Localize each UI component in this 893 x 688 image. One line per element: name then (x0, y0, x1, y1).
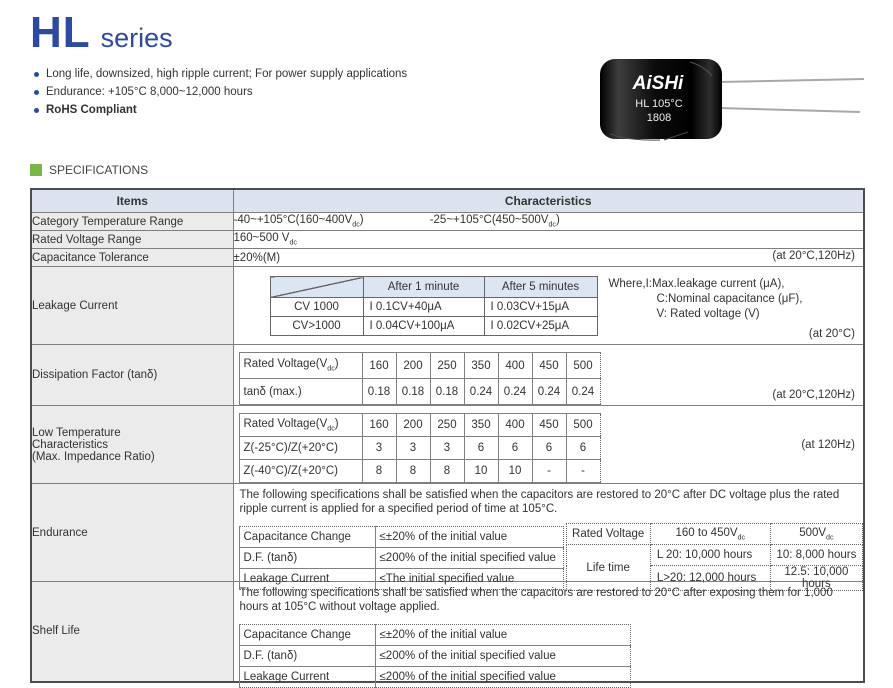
z25-row: Z(-25°C)/Z(+20°C) 3 3 3 6 6 6 6 (239, 437, 600, 460)
row-rated-voltage (31, 231, 864, 249)
low-temp-grid (239, 413, 601, 483)
label-leakage-current: Leakage Current (31, 267, 233, 345)
shelf-sub-table (239, 624, 631, 688)
category-temp-range-2: $-25\sim+105^\circ C(450\sim 500V_{dc})$ (429, 214, 560, 229)
shelf-intro: The following specifications shall be satisfied when the capacitors are restored to 20°C after exposing them for 1,000 hours at 105°C without voltage applied. (239, 587, 833, 613)
feature-bullet-list (34, 68, 407, 122)
row-dissipation (31, 345, 864, 406)
label-category-temp: Category Temperature Range (31, 213, 233, 231)
value-category-temp (233, 213, 864, 231)
section-title: SPECIFICATIONS (49, 163, 149, 177)
bullet-item (34, 86, 407, 98)
green-square-icon (30, 164, 42, 176)
bullet-item (34, 68, 407, 80)
condition-note: (at 120Hz) (801, 438, 855, 451)
dissipation-grid (239, 352, 601, 405)
condition-note: (at 20°C) (808, 328, 855, 340)
label-cap-tolerance: Capacitance Tolerance (31, 249, 233, 267)
life-row: L>20: 12,000 hours 12.5: 10,000 hours (566, 566, 863, 591)
condition-note: (at 20°C,120Hz) (772, 389, 855, 401)
value-shelf-life (233, 582, 864, 682)
row-category-temp (31, 213, 864, 231)
col-after-1min: After 1 minute (363, 277, 484, 298)
bullet-text: Endurance: +105°C 8,000~12,000 hours (46, 86, 253, 98)
value-cap-tolerance: ±20%(M) (at 20°C,120Hz) (233, 249, 864, 267)
row-shelf-life (31, 582, 864, 682)
row-endurance (31, 484, 864, 582)
brand-text: AiSHi (632, 73, 684, 94)
value-leakage-current (233, 267, 864, 345)
bullet-text: Long life, downsized, high ripple current; For power supply applications (46, 68, 408, 80)
bullet-dot-icon (34, 72, 39, 77)
cap-datecode-text: 1808 (646, 112, 672, 124)
table-header-row (31, 189, 864, 213)
value-low-temp (233, 406, 864, 484)
leakage-inner-table (270, 276, 598, 336)
endurance-sub-table (239, 526, 564, 590)
life-header-row: Rated Voltage 160 to $450V_{dc}$ $500V_{dc}$ (566, 524, 863, 545)
col-after-5min: After 5 minutes (484, 277, 597, 298)
leakage-row: CV 1000 I 0.1CV+40μA I 0.03CV+15μA (270, 298, 597, 317)
sub-row: Capacitance Change ≤±20% of the initial value (239, 625, 630, 646)
value-rated-voltage: 160~500 $V_{dc}$ (233, 231, 864, 249)
capacitor-lead (718, 79, 864, 82)
z40-row: Z(-40°C)/Z(+20°C) 8 8 8 10 10 - - (239, 460, 600, 483)
label-shelf-life: Shelf Life (31, 582, 233, 682)
sub-row: D.F. (tanδ) ≤200% of the initial specified value (239, 548, 563, 569)
spec-table (30, 188, 865, 683)
value-dissipation (233, 345, 864, 406)
bullet-item (34, 104, 407, 116)
capacitor-image (592, 46, 877, 151)
label-dissipation: Dissipation Factor (tanδ) (31, 345, 233, 406)
bullet-dot-icon (34, 108, 39, 113)
series-name: HL (30, 8, 91, 57)
sub-row: Leakage Current ≤200% of the initial specified value (239, 667, 630, 688)
label-endurance: Endurance (31, 484, 233, 582)
condition-note: (at 20°C,120Hz) (772, 250, 855, 262)
voltage-row: Rated $Voltage(V_{dc})$ 160 200 250 350 400 450 500 (239, 414, 600, 437)
bullet-text: RoHS Compliant (46, 104, 137, 116)
life-time-table (566, 523, 864, 591)
sub-row: D.F. (tanδ) ≤200% of the initial specified value (239, 646, 630, 667)
capacitor-lead (718, 108, 860, 112)
voltage-row: Rated $Voltage(V_{dc})$ 160 200 250 350 400 450 500 (239, 353, 600, 379)
life-row: Life time L 20: 10,000 hours 10: 8,000 hours (566, 545, 863, 566)
leakage-row: CV>1000 I 0.04CV+100μA I 0.02CV+25μA (270, 317, 597, 336)
value-endurance (233, 484, 864, 590)
endurance-intro: The following specifications shall be satisfied when the capacitors are restored to 20°C after DC voltage plus the rated ripple current is applied for a specified period of time at 105°C. (239, 489, 840, 515)
leakage-legend: Where,I:Max.leakage current (μA), C:Nominal capacitance (μF), V: Rated voltage (V) (608, 278, 803, 320)
row-low-temp (31, 406, 864, 484)
tan-row: tanδ (max.) 0.18 0.18 0.18 0.24 0.24 0.24 0.24 (239, 379, 600, 405)
page-title (30, 8, 173, 58)
sub-row: Capacitance Change ≤±20% of the initial value (239, 527, 563, 548)
row-leakage-current (31, 267, 864, 345)
row-cap-tolerance (31, 249, 864, 267)
leakage-header-row (270, 277, 597, 298)
sub-row: Leakage Current ≤The initial specified value (239, 569, 563, 590)
label-low-temp: Low Temperature Characteristics (Max. Impedance Ratio) (31, 406, 233, 484)
label-rated-voltage: Rated Voltage Range (31, 231, 233, 249)
category-temp-range-1: $-40\sim+105^\circ C(160\sim 400V_{dc})$ (233, 214, 364, 229)
diagonal-cell (270, 277, 363, 298)
cap-series-text: HL 105°C (635, 98, 683, 110)
header-characteristics: Characteristics (233, 189, 864, 213)
header-items: Items (31, 189, 233, 213)
specifications-heading (30, 163, 148, 177)
bullet-dot-icon (34, 90, 39, 95)
series-suffix: series (100, 23, 173, 53)
